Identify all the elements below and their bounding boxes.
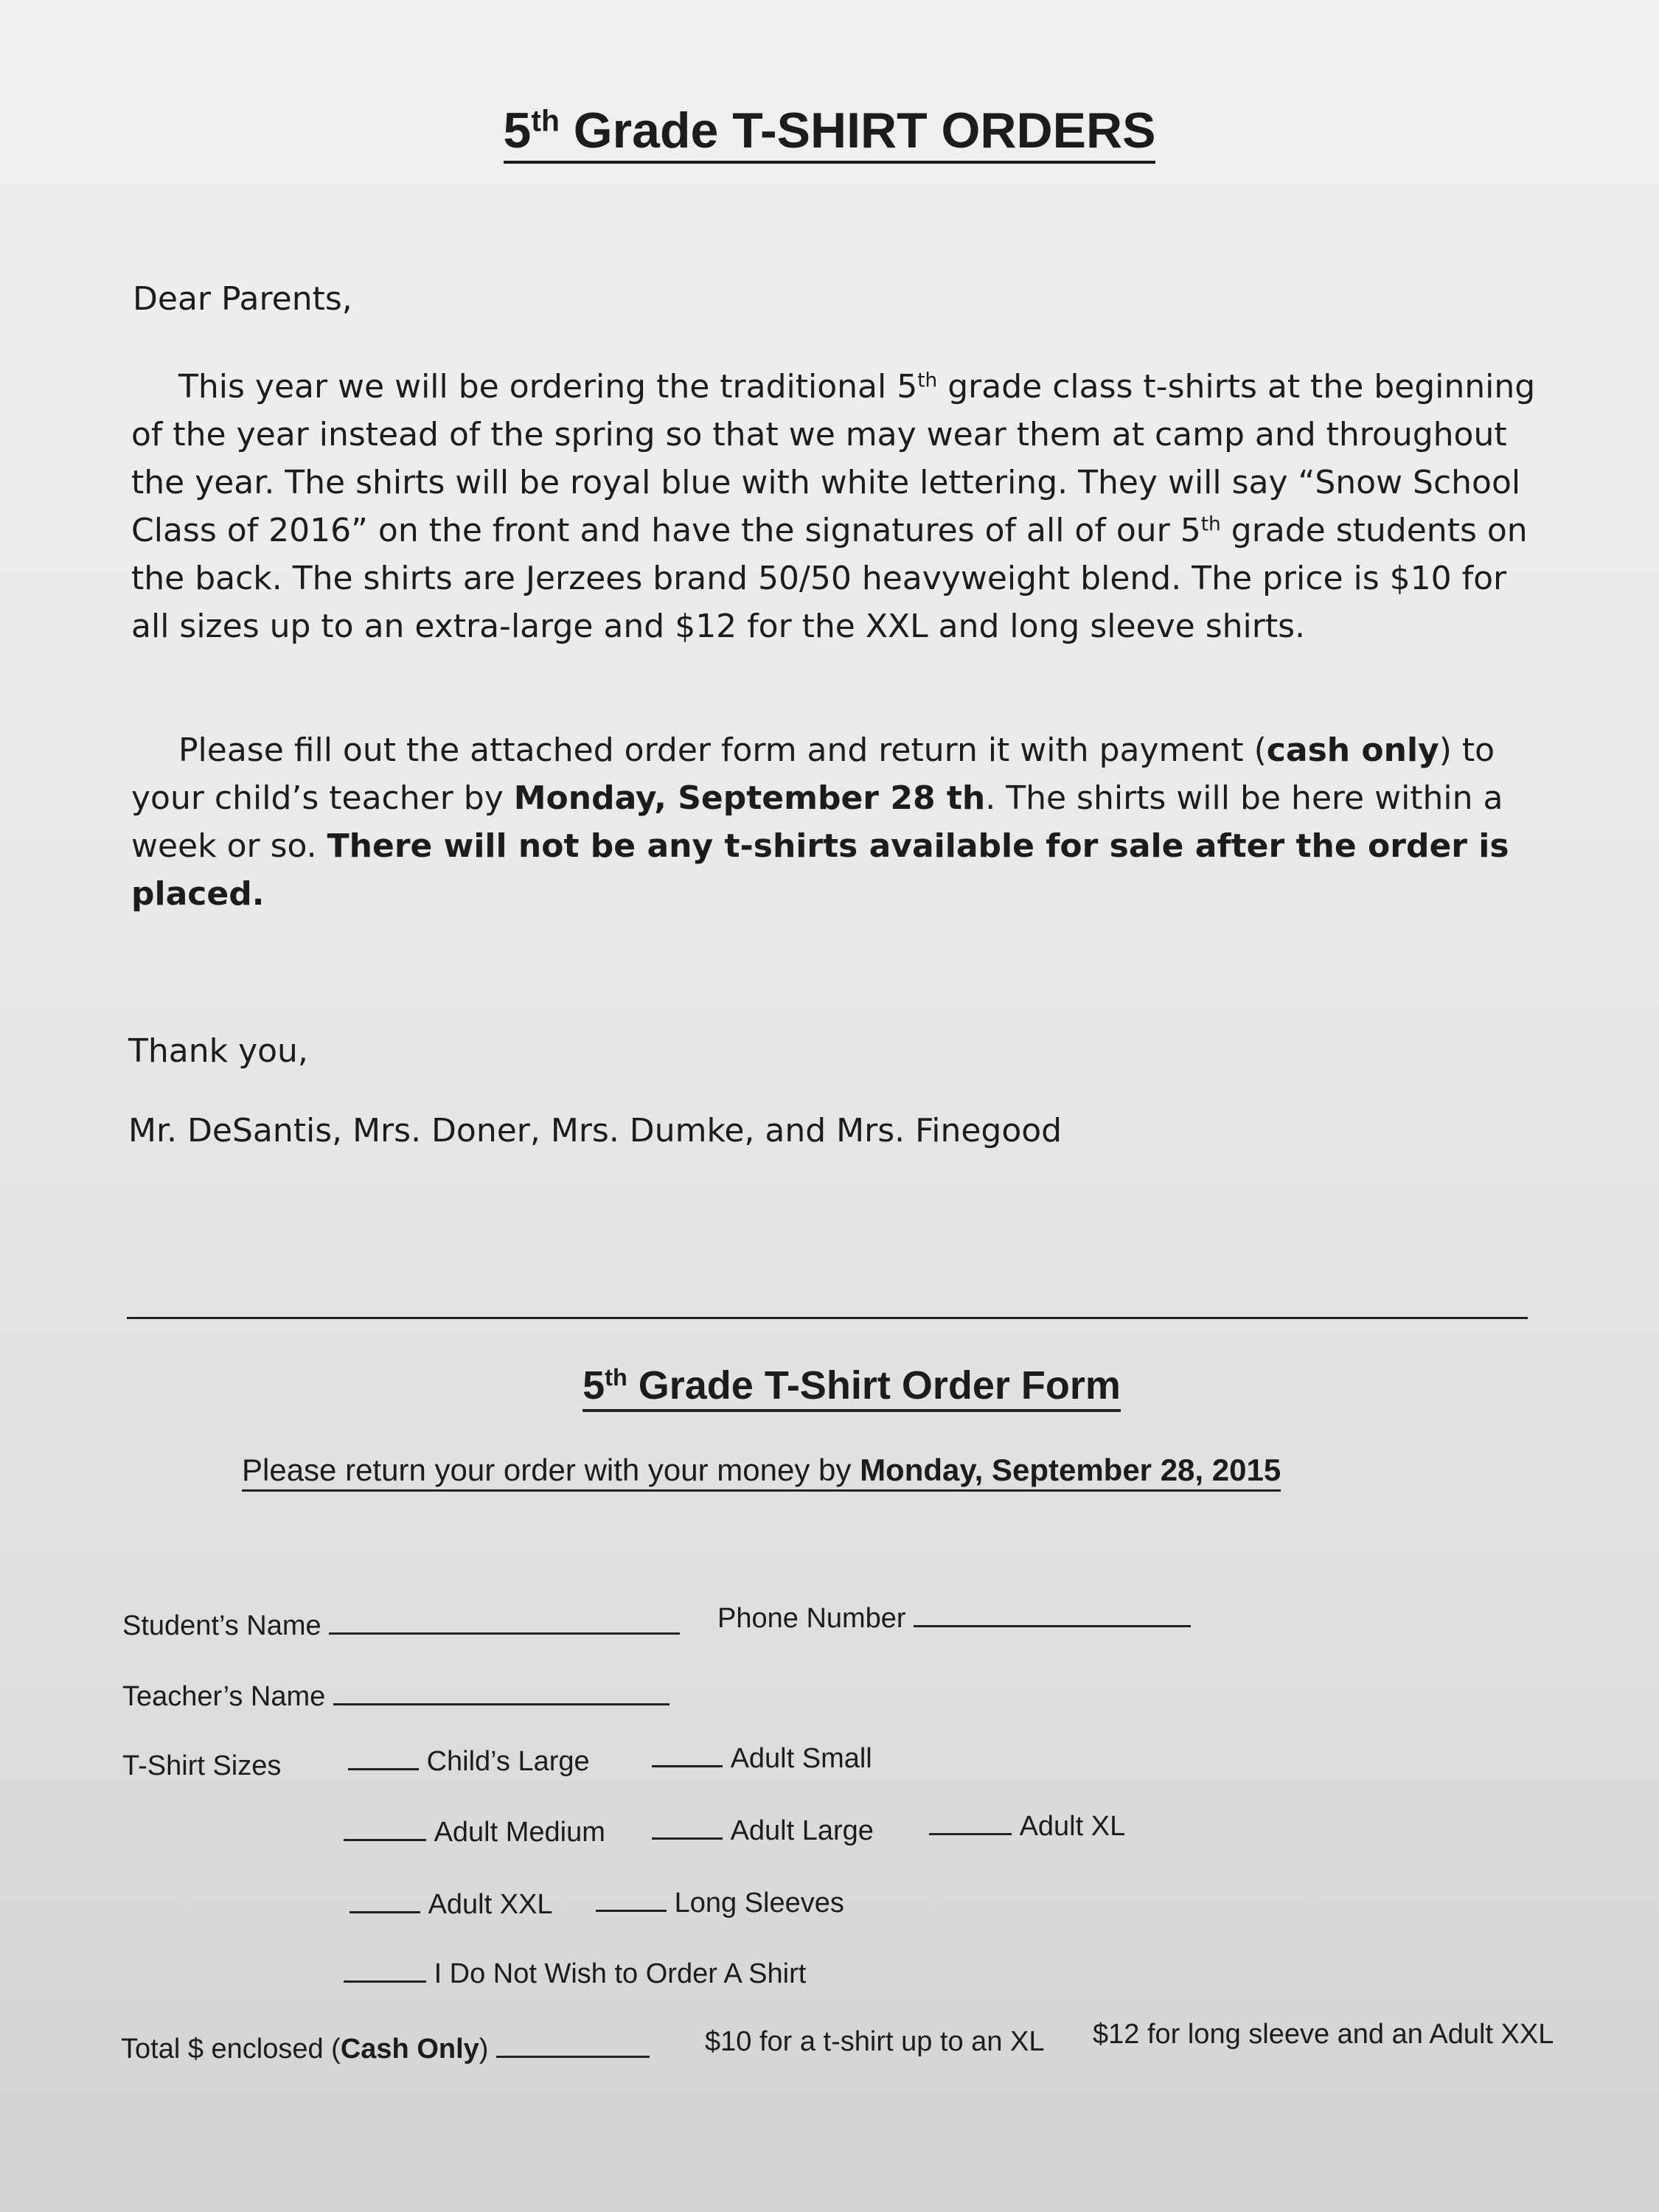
sizes-label: T-Shirt Sizes bbox=[122, 1750, 282, 1781]
p2-text-a: Please fill out the attached order form and return it with payment ( bbox=[178, 731, 1267, 769]
order-form-title bbox=[0, 1363, 1659, 1408]
adult-xl-label: Adult XL bbox=[1019, 1811, 1126, 1842]
total-label-b: ) bbox=[479, 2034, 489, 2065]
size-option-long-sleeves bbox=[596, 1888, 844, 1919]
adult-large-qty-field[interactable] bbox=[652, 1815, 723, 1840]
order-deadline bbox=[242, 1453, 1281, 1492]
total-enclosed-label bbox=[121, 2034, 488, 2065]
no-order-label: I Do Not Wish to Order A Shirt bbox=[434, 1958, 807, 1989]
p2-text-c: . The shirts will be here within a week or so. bbox=[131, 779, 1503, 865]
size-option-adult-xl bbox=[929, 1811, 1125, 1843]
size-option-adult-large bbox=[652, 1815, 874, 1847]
adult-medium-label: Adult Medium bbox=[434, 1817, 605, 1848]
letter-paragraph-2 bbox=[131, 726, 1554, 918]
adult-xl-qty-field[interactable] bbox=[929, 1811, 1012, 1835]
no-order-option bbox=[344, 1958, 806, 1990]
deadline-date: Monday, September 28, 2015 bbox=[860, 1453, 1281, 1487]
p1-ordinal-2: th bbox=[1200, 512, 1221, 536]
letter-closing: Thank you, bbox=[128, 1032, 308, 1070]
title-text: Grade T-SHIRT ORDERS bbox=[559, 102, 1156, 159]
size-option-adult-medium bbox=[344, 1817, 605, 1848]
p1-ordinal-1: th bbox=[917, 369, 938, 392]
adult-large-label: Adult Large bbox=[730, 1815, 874, 1846]
letter-signers: Mr. DeSantis, Mrs. Doner, Mrs. Dumke, and Mrs. Finegood bbox=[128, 1112, 1062, 1150]
title-grade-number: 5 bbox=[503, 102, 532, 159]
p2-no-sale-warning: There will not be any t-shirts available for sale after the order is placed. bbox=[131, 827, 1509, 913]
teacher-name-label: Teacher’s Name bbox=[122, 1681, 326, 1712]
phone-row bbox=[717, 1603, 1191, 1635]
adult-medium-qty-field[interactable] bbox=[344, 1817, 426, 1841]
cut-line-divider bbox=[127, 1317, 1528, 1319]
long-sleeves-label: Long Sleeves bbox=[674, 1888, 844, 1919]
p1-text-b: grade class t-shirts at the beginning of the year instead of the spring so that we may wear them at camp and throughout the year. The shirts will be royal blue with white lettering. They will say “Snow School Class of 2016” on the front and have the signatures of all of our 5 bbox=[131, 368, 1536, 549]
adult-xxl-qty-field[interactable] bbox=[349, 1889, 420, 1913]
student-name-label: Student’s Name bbox=[122, 1610, 321, 1641]
size-option-childs-large bbox=[348, 1746, 590, 1778]
adult-xxl-label: Adult XXL bbox=[428, 1889, 553, 1920]
deadline-prefix: Please return your order with your money by bbox=[242, 1453, 860, 1487]
form-title-ordinal: th bbox=[605, 1364, 627, 1391]
total-enclosed-row bbox=[121, 2034, 650, 2065]
p2-cash-only: cash only bbox=[1266, 731, 1439, 769]
total-label-cash: Cash Only bbox=[340, 2034, 479, 2065]
size-option-adult-xxl bbox=[349, 1889, 553, 1921]
p1-text-a: This year we will be ordering the traditional 5 bbox=[178, 368, 918, 406]
childs-large-qty-field[interactable] bbox=[348, 1746, 419, 1770]
letter-greeting: Dear Parents, bbox=[133, 280, 352, 318]
form-title-text: Grade T-Shirt Order Form bbox=[627, 1363, 1121, 1408]
teacher-name-row bbox=[122, 1681, 669, 1713]
student-name-row bbox=[122, 1610, 680, 1642]
form-title-grade: 5 bbox=[582, 1363, 605, 1408]
childs-large-label: Child’s Large bbox=[426, 1746, 590, 1777]
long-sleeves-qty-field[interactable] bbox=[596, 1888, 667, 1912]
total-enclosed-field[interactable] bbox=[496, 2034, 650, 2058]
p2-text-b: ) to your child’s teacher by bbox=[131, 731, 1495, 817]
title-ordinal-suffix: th bbox=[531, 103, 560, 138]
letter-paragraph-1 bbox=[131, 363, 1554, 650]
page-title bbox=[0, 102, 1659, 164]
teacher-name-field[interactable] bbox=[333, 1681, 669, 1705]
phone-number-field[interactable] bbox=[914, 1603, 1191, 1627]
p1-text-c: grade students on the back. The shirts are Jerzees brand 50/50 heavyweight blend. The price is $10 for all sizes up to an extra-large and $12 for the XXL and long sleeve shirts. bbox=[131, 512, 1528, 645]
adult-small-label: Adult Small bbox=[730, 1743, 872, 1774]
student-name-field[interactable] bbox=[329, 1610, 680, 1635]
price-note-1: $10 for a t-shirt up to an XL bbox=[705, 2026, 1045, 2057]
total-label-a: Total $ enclosed ( bbox=[121, 2034, 341, 2065]
size-option-adult-small bbox=[652, 1743, 872, 1775]
phone-label: Phone Number bbox=[717, 1603, 906, 1634]
no-order-field[interactable] bbox=[344, 1958, 426, 1983]
price-note-2: $12 for long sleeve and an Adult XXL bbox=[1093, 2019, 1554, 2050]
adult-small-qty-field[interactable] bbox=[652, 1743, 723, 1767]
p2-due-date: Monday, September 28 th bbox=[513, 779, 986, 817]
